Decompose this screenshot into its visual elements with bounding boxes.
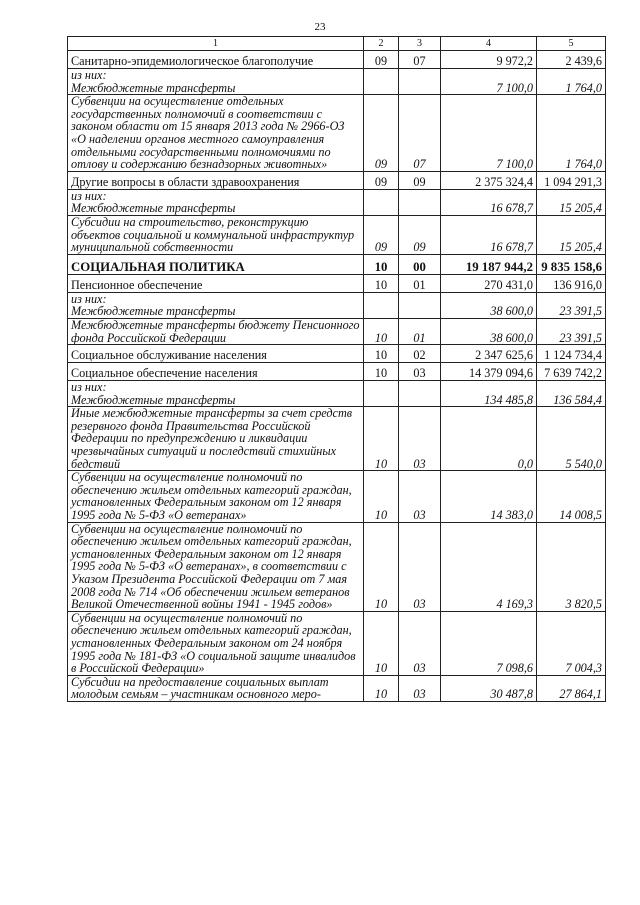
row-name-cell: Иные межбюджетные трансферты за счет средств резервного фонда Правительства Российской Федерации по предупреждению и ликвидации чрезвычайных ситуаций и последствий стихийных бедствий bbox=[68, 407, 364, 471]
section-code-cell bbox=[364, 381, 399, 407]
section-code-cell: 09 bbox=[364, 171, 399, 189]
planned-amount-cell: 16 678,7 bbox=[441, 189, 537, 215]
row-name-cell: Субсидии на предоставление социальных выплат молодым семьям – участникам основного меро- bbox=[68, 675, 364, 701]
table-row bbox=[68, 471, 606, 522]
column-header: 3 bbox=[399, 37, 441, 51]
executed-amount-cell: 23 391,5 bbox=[537, 292, 606, 318]
subsection-code-cell: 00 bbox=[399, 254, 441, 274]
executed-amount-cell: 7 004,3 bbox=[537, 611, 606, 675]
subsection-code-cell bbox=[399, 292, 441, 318]
table-row bbox=[68, 189, 606, 215]
row-name-cell: Пенсионное обеспечение bbox=[68, 274, 364, 292]
planned-amount-cell: 270 431,0 bbox=[441, 274, 537, 292]
section-code-cell: 10 bbox=[364, 274, 399, 292]
executed-amount-cell: 136 916,0 bbox=[537, 274, 606, 292]
executed-amount-cell: 5 540,0 bbox=[537, 407, 606, 471]
row-name-cell: Субвенции на осуществление отдельных государственных полномочий в соответствии с законом области от 15 января 2013 года № 2966-ОЗ «О наделении органов местного самоуправления отдельными государственными полномочиями по отлову и содержанию безнадзорных животных» bbox=[68, 95, 364, 172]
executed-amount-cell: 2 439,6 bbox=[537, 51, 606, 69]
row-name-cell: Субвенции на осуществление полномочий по обеспечению жильем отдельных категорий граждан, установленных Федеральным законом от 12 января 1995 года № 5-ФЗ «О ветеранах», в соответствии с Указом Президента Российской Федерации от 7 мая 2008 года № 714 «Об обеспечении жильем ветеранов Великой Отечественной войны 1941 - 1945 годов» bbox=[68, 522, 364, 611]
table-row bbox=[68, 69, 606, 95]
subheading-label: из них: bbox=[71, 68, 107, 82]
table-body bbox=[68, 51, 606, 702]
section-code-cell: 09 bbox=[364, 215, 399, 254]
planned-amount-cell: 134 485,8 bbox=[441, 381, 537, 407]
executed-amount-cell: 3 820,5 bbox=[537, 522, 606, 611]
column-header: 2 bbox=[364, 37, 399, 51]
subsection-code-cell bbox=[399, 381, 441, 407]
section-code-cell bbox=[364, 292, 399, 318]
planned-amount-cell: 0,0 bbox=[441, 407, 537, 471]
column-header: 4 bbox=[441, 37, 537, 51]
section-code-cell: 09 bbox=[364, 95, 399, 172]
subheading-label: из них: bbox=[71, 380, 107, 395]
subsection-code-cell: 03 bbox=[399, 363, 441, 381]
table-row bbox=[68, 318, 606, 344]
subheading-label: из них: bbox=[71, 291, 107, 306]
subsection-code-cell bbox=[399, 69, 441, 95]
row-name-cell: Субвенции на осуществление полномочий по обеспечению жильем отдельных категорий граждан, установленных Федеральным законом от 12 января 1995 года № 5-ФЗ «О ветеранах» bbox=[68, 471, 364, 522]
planned-amount-cell: 16 678,7 bbox=[441, 215, 537, 254]
page-number: 23 bbox=[314, 21, 326, 33]
row-name-cell: Другие вопросы в области здравоохранения bbox=[68, 171, 364, 189]
executed-amount-cell: 14 008,5 bbox=[537, 471, 606, 522]
executed-amount-cell: 1 124 734,4 bbox=[537, 345, 606, 363]
table-row bbox=[68, 254, 606, 274]
planned-amount-cell: 38 600,0 bbox=[441, 318, 537, 344]
table-row bbox=[68, 345, 606, 363]
planned-amount-cell: 4 169,3 bbox=[441, 522, 537, 611]
subsection-code-cell: 09 bbox=[399, 171, 441, 189]
table-row bbox=[68, 611, 606, 675]
subsection-code-cell bbox=[399, 189, 441, 215]
row-name-cell: СОЦИАЛЬНАЯ ПОЛИТИКА bbox=[68, 254, 364, 274]
executed-amount-cell: 1 094 291,3 bbox=[537, 171, 606, 189]
subsection-code-cell: 07 bbox=[399, 51, 441, 69]
section-code-cell: 10 bbox=[364, 345, 399, 363]
subsection-code-cell: 03 bbox=[399, 522, 441, 611]
table-row bbox=[68, 274, 606, 292]
row-name-cell: Субвенции на осуществление полномочий по обеспечению жильем отдельных категорий граждан, установленных Федеральным законом от 24 ноября 1995 года № 181-ФЗ «О социальной защите инвалидов в Российской Федерации» bbox=[68, 611, 364, 675]
planned-amount-cell: 19 187 944,2 bbox=[441, 254, 537, 274]
section-code-cell bbox=[364, 69, 399, 95]
table-row bbox=[68, 675, 606, 701]
subsection-code-cell: 03 bbox=[399, 675, 441, 701]
budget-table bbox=[67, 36, 606, 702]
section-code-cell: 10 bbox=[364, 318, 399, 344]
subsection-code-cell: 07 bbox=[399, 95, 441, 172]
table-row bbox=[68, 51, 606, 69]
row-name-text: Межбюджетные трансферты bbox=[71, 304, 236, 319]
table-row bbox=[68, 407, 606, 471]
column-header: 1 bbox=[68, 37, 364, 51]
column-header: 5 bbox=[537, 37, 606, 51]
row-name-cell: Санитарно-эпидемиологическое благополучие bbox=[68, 51, 364, 69]
executed-amount-cell: 9 835 158,6 bbox=[537, 254, 606, 274]
table-row bbox=[68, 95, 606, 172]
subsection-code-cell: 02 bbox=[399, 345, 441, 363]
section-code-cell: 10 bbox=[364, 407, 399, 471]
row-name-text: Межбюджетные трансферты bbox=[71, 201, 236, 216]
planned-amount-cell: 2 347 625,6 bbox=[441, 345, 537, 363]
subsection-code-cell: 09 bbox=[399, 215, 441, 254]
executed-amount-cell: 23 391,5 bbox=[537, 318, 606, 344]
section-code-cell: 10 bbox=[364, 522, 399, 611]
section-code-cell: 10 bbox=[364, 471, 399, 522]
planned-amount-cell: 9 972,2 bbox=[441, 51, 537, 69]
row-name-text: Межбюджетные трансферты bbox=[71, 80, 236, 95]
subheading-label: из них: bbox=[71, 188, 107, 203]
executed-amount-cell: 1 764,0 bbox=[537, 95, 606, 172]
executed-amount-cell: 15 205,4 bbox=[537, 215, 606, 254]
executed-amount-cell: 27 864,1 bbox=[537, 675, 606, 701]
row-name-cell: Социальное обеспечение населения bbox=[68, 363, 364, 381]
section-code-cell: 10 bbox=[364, 675, 399, 701]
subsection-code-cell: 03 bbox=[399, 611, 441, 675]
section-code-cell: 09 bbox=[364, 51, 399, 69]
table-header-row bbox=[68, 37, 606, 51]
subsection-code-cell: 03 bbox=[399, 407, 441, 471]
row-name-cell bbox=[68, 189, 364, 215]
row-name-cell: Межбюджетные трансферты бюджету Пенсионного фонда Российской Федерации bbox=[68, 318, 364, 344]
table-row bbox=[68, 292, 606, 318]
table-row bbox=[68, 171, 606, 189]
executed-amount-cell: 15 205,4 bbox=[537, 189, 606, 215]
row-name-cell: Субсидии на строительство, реконструкцию объектов социальной и коммунальной инфраструктур муниципальной собственности bbox=[68, 215, 364, 254]
planned-amount-cell: 7 098,6 bbox=[441, 611, 537, 675]
planned-amount-cell: 30 487,8 bbox=[441, 675, 537, 701]
row-name-cell bbox=[68, 292, 364, 318]
subsection-code-cell: 01 bbox=[399, 274, 441, 292]
subsection-code-cell: 01 bbox=[399, 318, 441, 344]
executed-amount-cell: 1 764,0 bbox=[537, 69, 606, 95]
planned-amount-cell: 7 100,0 bbox=[441, 69, 537, 95]
section-code-cell: 10 bbox=[364, 254, 399, 274]
planned-amount-cell: 38 600,0 bbox=[441, 292, 537, 318]
row-name-cell bbox=[68, 381, 364, 407]
executed-amount-cell: 7 639 742,2 bbox=[537, 363, 606, 381]
section-code-cell bbox=[364, 189, 399, 215]
table-row bbox=[68, 215, 606, 254]
row-name-cell bbox=[68, 69, 364, 95]
row-name-text: Межбюджетные трансферты bbox=[71, 392, 236, 407]
row-name-cell: Социальное обслуживание населения bbox=[68, 345, 364, 363]
section-code-cell: 10 bbox=[364, 363, 399, 381]
planned-amount-cell: 14 383,0 bbox=[441, 471, 537, 522]
executed-amount-cell: 136 584,4 bbox=[537, 381, 606, 407]
table-row bbox=[68, 522, 606, 611]
section-code-cell: 10 bbox=[364, 611, 399, 675]
table-row bbox=[68, 381, 606, 407]
table-row bbox=[68, 363, 606, 381]
planned-amount-cell: 7 100,0 bbox=[441, 95, 537, 172]
planned-amount-cell: 2 375 324,4 bbox=[441, 171, 537, 189]
subsection-code-cell: 03 bbox=[399, 471, 441, 522]
planned-amount-cell: 14 379 094,6 bbox=[441, 363, 537, 381]
